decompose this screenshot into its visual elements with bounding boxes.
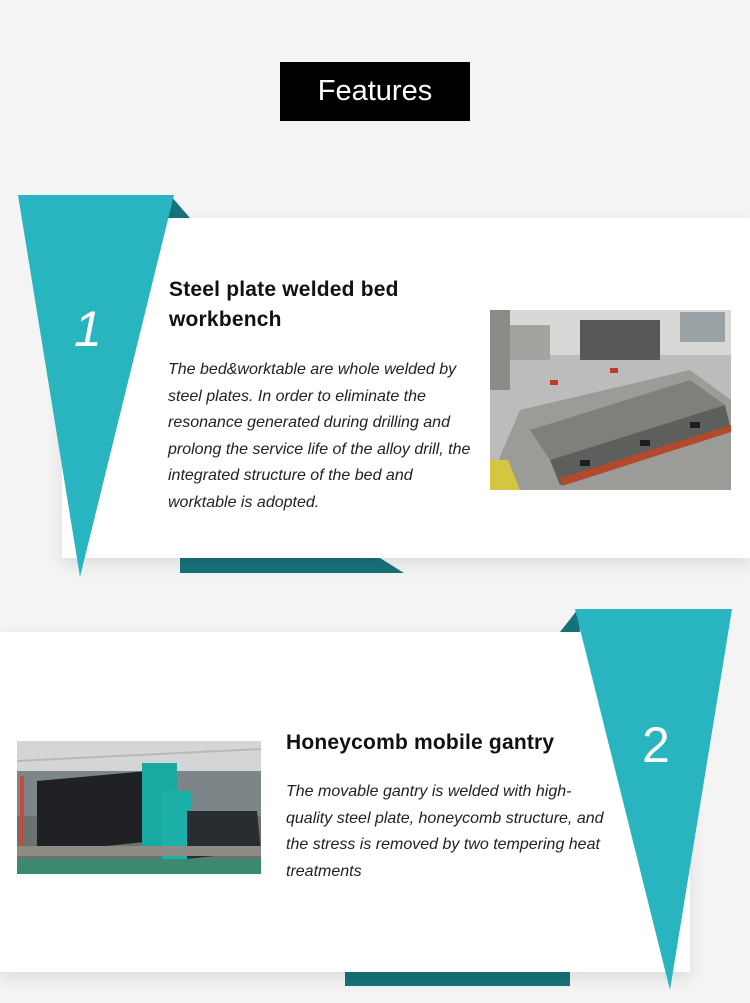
features-heading: Features <box>280 62 470 121</box>
feature-2-photo <box>17 741 261 874</box>
feature-2-description: The movable gantry is welded with high-quality steel plate, honeycomb structure, and the stress is removed by two tempering heat treatments <box>286 783 604 880</box>
feature-2-title: Honeycomb mobile gantry <box>286 731 555 754</box>
feature-1-title: Steel plate welded bed workbench <box>169 278 399 331</box>
feature-1-description: The bed&worktable are whole welded by steel plates. In order to eliminate the resonance generated during drilling and prolong the service life of the alloy drill, the integrated structure of the bed and worktable is adopted. <box>168 361 471 511</box>
feature-1-number: 1 <box>74 301 102 357</box>
feature-2-number: 2 <box>642 717 670 773</box>
